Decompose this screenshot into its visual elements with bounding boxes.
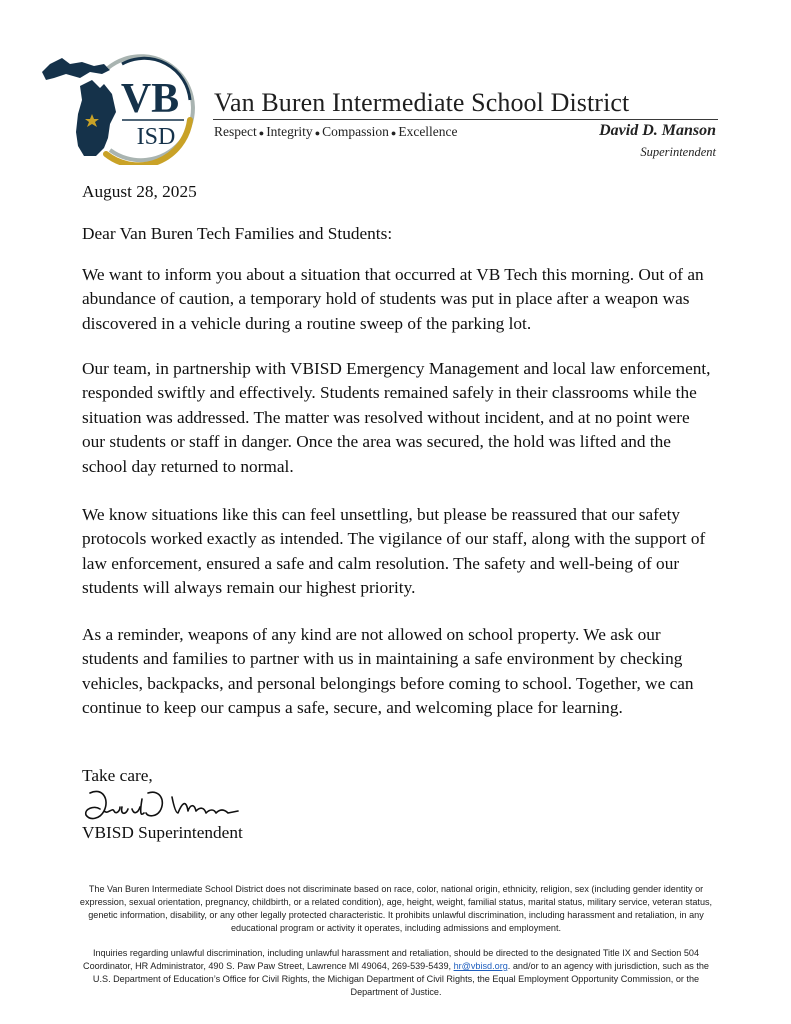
paragraph-4: As a reminder, weapons of any kind are not allowed on school property. We ask our students and families to partner with us in maintaining a safe environment by checking vehicles, backpacks, and personal belongings before coming to school. Together, we can continue to keep our campus a safe, secure, and welcoming place for learning.	[82, 625, 694, 718]
value-compassion: Compassion	[322, 124, 389, 139]
letter-date: August 28, 2025	[82, 182, 197, 201]
paragraph-2: Our team, in partnership with VBISD Emergency Management and local law enforcement, responded swiftly and effectively. Students remained safely in their classrooms while the situation was addressed. The matter was resolved without incident, and at no point were our students or staff in danger. Once the area was secured, the hold was lifted and the school day returned to normal.	[82, 359, 711, 476]
bullet-icon: ●	[390, 127, 397, 138]
inquiries-text-continued: . and/or to an agency with jurisdiction, such as the U.S. Department of Education’s Office for Civil Rights, the Michigan Department of Civil Rights, the Equal Employment Opportunity Commission, or the Department of Justice.	[92, 960, 709, 997]
value-excellence: Excellence	[398, 124, 458, 139]
inquiries-notice	[76, 947, 716, 999]
bullet-icon: ●	[314, 127, 321, 138]
bullet-icon: ●	[258, 127, 265, 138]
superintendent-title: Superintendent	[640, 145, 716, 159]
header-divider	[213, 119, 718, 120]
inquiries-text: Inquiries regarding unlawful discrimination, including unlawful harassment and retaliation, should be directed to the designated Title IX and Section 504 Coordinator, HR Administrator, 490 S. Paw Paw Street, Lawrence MI 49064, 269-539-5439,	[83, 948, 700, 971]
michigan-shape-icon	[76, 80, 116, 156]
value-respect: Respect	[214, 124, 257, 139]
upper-peninsula-icon	[42, 58, 110, 80]
paragraph-1: We want to inform you about a situation that occurred at VB Tech this morning. Out of an abundance of caution, a temporary hold of students was put in place after a weapon was discovered in a vehicle during a routine sweep of the parking lot.	[82, 265, 704, 333]
superintendent-name: David D. Manson	[599, 122, 716, 139]
vbisd-logo	[40, 50, 205, 165]
paragraph-3: We know situations like this can feel unsettling, but please be reassured that our safety protocols worked exactly as intended. The vigilance of our staff, along with the support of law enforcement, ensured a safe and calm resolution. The safety and well-being of our students will always remain our highest priority.	[82, 505, 706, 598]
district-values	[214, 124, 458, 140]
closing: Take care,	[82, 766, 153, 785]
district-name: Van Buren Intermediate School District	[214, 88, 630, 117]
signer-title: VBISD Superintendent	[82, 823, 243, 842]
logo-vb-text: VB	[120, 76, 180, 122]
salutation: Dear Van Buren Tech Families and Students:	[82, 224, 393, 243]
nondiscrimination-notice: The Van Buren Intermediate School District does not discriminate based on race, color, national origin, ethnicity, religion, sex (including gender identity or expression, sexual orientation, pregnancy, childbirth, or a related condition), age, height, weight, familial status, marital status, military service, veteran status, genetic information, disability, or any other legally protected characteristic. It prohibits unlawful discrimination, including harassment and retaliation, in any educational program or activity it operates, including admissions and employment.	[79, 884, 713, 933]
hr-email-link[interactable]: hr@vbisd.org	[453, 960, 508, 971]
logo-isd-text: ISD	[136, 124, 176, 150]
value-integrity: Integrity	[266, 124, 313, 139]
